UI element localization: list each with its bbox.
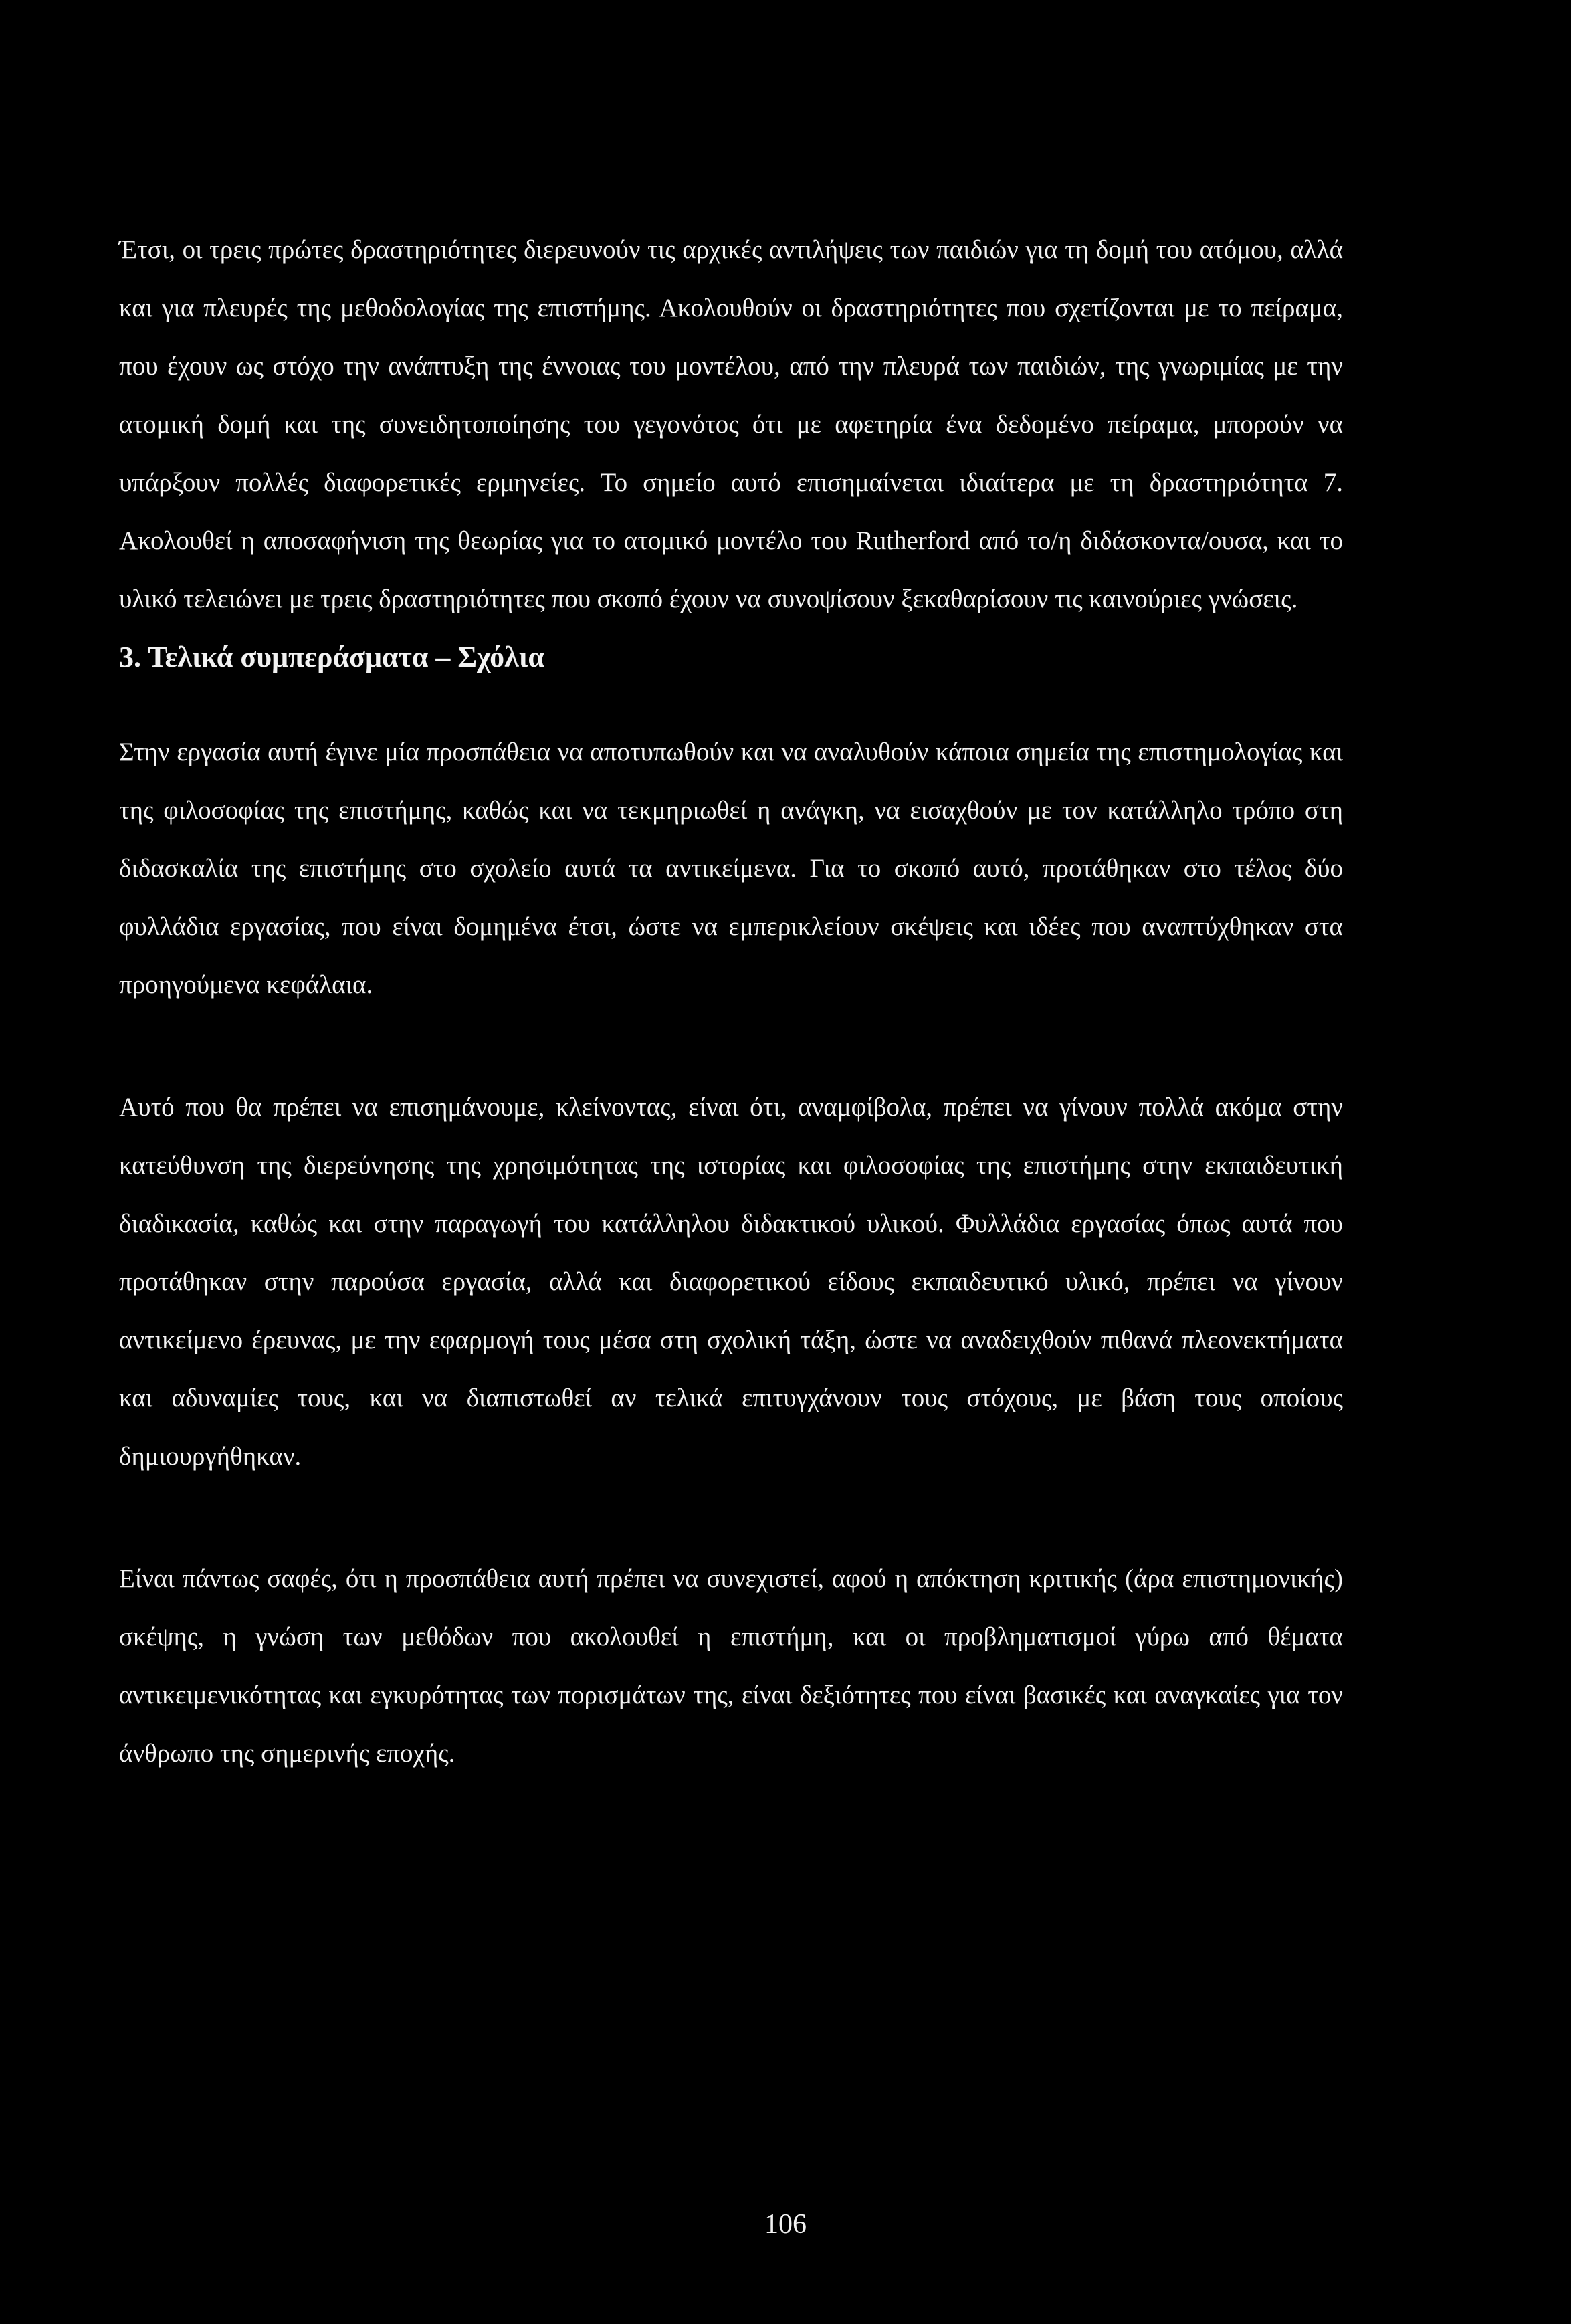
- paragraph-future-work: Αυτό που θα πρέπει να επισημάνουμε, κλείνοντας, είναι ότι, αναμφίβολα, πρέπει να γίνουν πολλά ακόμα στην κατεύθυνση της διερεύνησης της χρησιμότητας της ιστορίας και φιλοσοφίας της επιστήμης στην εκπαιδευτική διαδικασία, καθώς και στην παραγωγή του κατάλληλου διδακτικού υλικού. Φυλλάδια εργασίας όπως αυτά που προτάθηκαν στην παρούσα εργασία, αλλά και διαφορετικού είδους εκπαιδευτικό υλικό, πρέπει να γίνουν αντικείμενο έρευνας, με την εφαρμογή τους μέσα στη σχολική τάξη, ώστε να αναδειχθούν πιθανά πλεονεκτήματα και αδυναμίες τους, και να διαπιστωθεί αν τελικά επιτυγχάνουν τους στόχους, με βάση τους οποίους δημιουργήθηκαν.: [119, 1093, 1343, 1471]
- page-number: 106: [764, 2209, 807, 2240]
- section-heading: 3. Τελικά συμπεράσματα – Σχόλια: [119, 641, 544, 673]
- paragraph-final-remarks: Είναι πάντως σαφές, ότι η προσπάθεια αυτή πρέπει να συνεχιστεί, αφού η απόκτηση κριτικής (άρα επιστημονικής) σκέψης, η γνώση των μεθόδων που ακολουθεί η επιστήμη, και οι προβληματισμοί γύρω από θέματα αντικειμενικότητας και εγκυρότητας των πορισμάτων της, είναι δεξιότητες που είναι βασικές και αναγκαίες για τον άνθρωπο της σημερινής εποχής.: [119, 1564, 1343, 1768]
- page-body: [119, 221, 1343, 1782]
- paragraph-activities-summary: Έτσι, οι τρεις πρώτες δραστηριότητες διερευνούν τις αρχικές αντιλήψεις των παιδιών για τη δομή του ατόμου, αλλά και για πλευρές της μεθοδολογίας της επιστήμης. Ακολουθούν οι δραστηριότητες που σχετίζονται με το πείραμα, που έχουν ως στόχο την ανάπτυξη της έννοιας του μοντέλου, από την πλευρά των παιδιών, της γνωριμίας με την ατομική δομή και της συνειδητοποίησης του γεγονότος ότι με αφετηρία ένα δεδομένο πείραμα, μπορούν να υπάρξουν πολλές διαφορετικές ερμηνείες. Το σημείο αυτό επισημαίνεται ιδιαίτερα με τη δραστηριότητα 7. Ακολουθεί η αποσαφήνιση της θεωρίας για το ατομικό μοντέλο του Rutherford από το/η διδάσκοντα/ουσα, και το υλικό τελειώνει με τρεις δραστηριότητες που σκοπό έχουν να συνοψίσουν ξεκαθαρίσουν τις καινούριες γνώσεις.: [119, 235, 1343, 613]
- paragraph-conclusions-intro: Στην εργασία αυτή έγινε μία προσπάθεια να αποτυπωθούν και να αναλυθούν κάποια σημεία της επιστημολογίας και της φιλοσοφίας της επιστήμης, καθώς και να τεκμηριωθεί η ανάγκη, να εισαχθούν με τον κατάλληλο τρόπο στη διδασκαλία της επιστήμης στο σχολείο αυτά τα αντικείμενα. Για το σκοπό αυτό, προτάθηκαν στο τέλος δύο φυλλάδια εργασίας, που είναι δομημένα έτσι, ώστε να εμπερικλείουν σκέψεις και ιδέες που αναπτύχθηκαν στα προηγούμενα κεφάλαια.: [119, 738, 1343, 999]
